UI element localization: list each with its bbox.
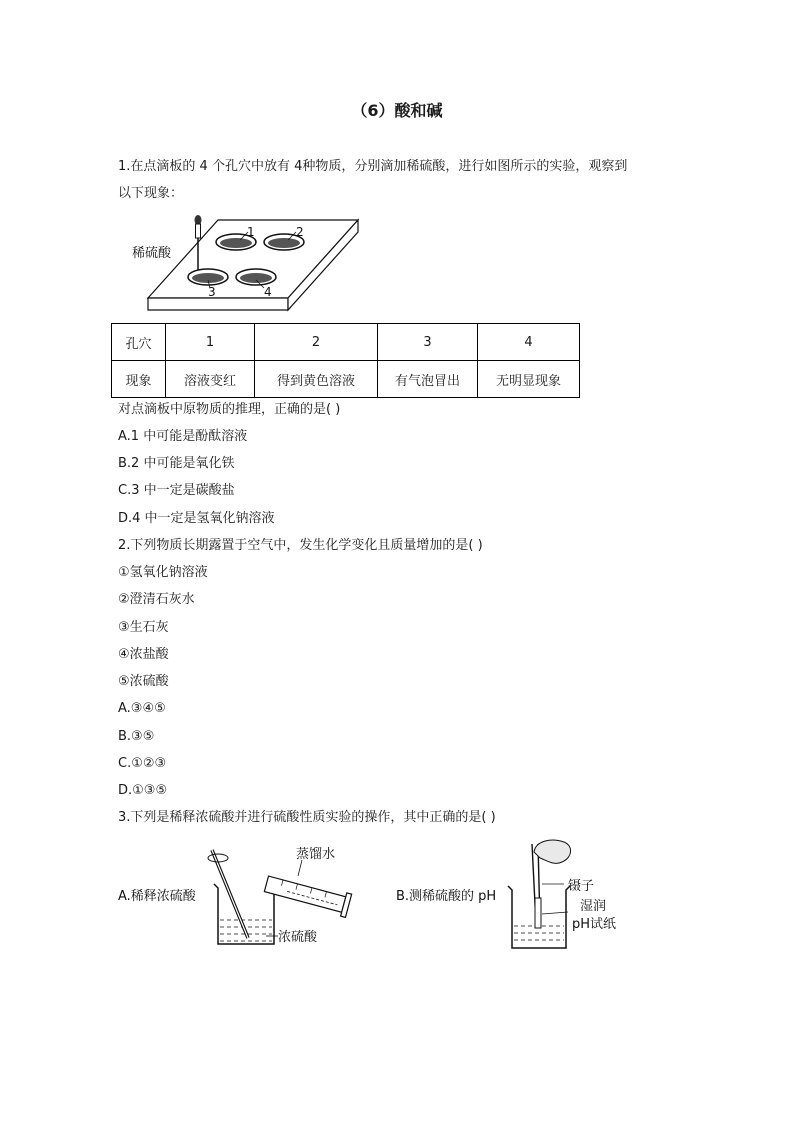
- q1-option-d: D.4 中一定是氢氧化钠溶液: [118, 511, 275, 526]
- hole-number-3: 3: [208, 285, 216, 299]
- q3-stem: 3.下列是稀释浓硫酸并进行硫酸性质实验的操作，其中正确的是( ): [118, 810, 496, 825]
- label-concentrated-acid: 浓硫酸: [278, 930, 318, 945]
- q1-option-c: C.3 中一定是碳酸盐: [118, 483, 235, 498]
- hole-number-4: 4: [264, 285, 272, 299]
- spot-plate-front: [148, 298, 288, 310]
- hand-icon: [534, 840, 571, 863]
- q2-item: ⑤浓硫酸: [118, 674, 169, 689]
- q2-item: ②澄清石灰水: [118, 592, 195, 607]
- table-cell: 3: [378, 324, 478, 361]
- table-cell: 1: [166, 324, 255, 361]
- q1-stem-line1: 1.在点滴板的 4 个孔穴中放有 4种物质，分别滴加稀硫酸，进行如图所示的实验，观察到: [118, 159, 628, 174]
- table-row: [112, 361, 580, 398]
- q2-stem: 2.下列物质长期露置于空气中，发生化学变化且质量增加的是( ): [118, 538, 483, 553]
- table-cell: 无明显现象: [478, 361, 580, 398]
- q1-option-b: B.2 中可能是氧化铁: [118, 456, 235, 471]
- table-cell: 2: [255, 324, 378, 361]
- figure-b-caption: B.测稀硫酸的 pH: [396, 889, 497, 904]
- hole-4: [236, 269, 276, 285]
- q2-item: ④浓盐酸: [118, 647, 169, 662]
- q1-observation-table: [111, 323, 580, 398]
- label-moist: 湿润: [580, 899, 607, 914]
- q2-option-a: A.③④⑤: [118, 701, 166, 716]
- q2-item: ③生石灰: [118, 620, 169, 635]
- table-cell: 4: [478, 324, 580, 361]
- dropper-label: 稀硫酸: [132, 246, 172, 261]
- q2-option-c: C.①②③: [118, 756, 167, 771]
- figure-a: [118, 846, 352, 945]
- table-row-header: 现象: [112, 361, 166, 398]
- label-ph-paper: pH试纸: [572, 917, 617, 932]
- hole-3: [188, 269, 228, 285]
- q1-prompt: 对点滴板中原物质的推理，正确的是( ): [118, 402, 341, 417]
- table-row-header: 孔穴: [112, 324, 166, 361]
- table-row: [112, 324, 580, 361]
- figure-a-caption: A.稀释浓硫酸: [118, 889, 196, 904]
- page-title: （6）酸和碱: [351, 101, 443, 120]
- q3-figures: [118, 838, 638, 953]
- ph-paper: [535, 898, 541, 928]
- label-tweezers: 镊子: [568, 879, 595, 894]
- table-cell: 溶液变红: [166, 361, 255, 398]
- spot-plate-figure: [128, 210, 368, 314]
- q1-option-a: A.1 中可能是酚酞溶液: [118, 429, 248, 444]
- graduated-cylinder: [263, 872, 351, 917]
- q2-item: ①氢氧化钠溶液: [118, 565, 208, 580]
- table-cell: 得到黄色溶液: [255, 361, 378, 398]
- hole-number-1: 1: [247, 225, 255, 239]
- figure-b: [396, 840, 616, 948]
- label-distilled-water: 蒸馏水: [296, 847, 336, 862]
- table-cell: 有气泡冒出: [378, 361, 478, 398]
- hole-number-2: 2: [296, 225, 304, 239]
- q2-option-b: B.③⑤: [118, 729, 155, 744]
- q1-stem-line2: 以下现象：: [118, 186, 184, 201]
- q2-option-d: D.①③⑤: [118, 783, 168, 798]
